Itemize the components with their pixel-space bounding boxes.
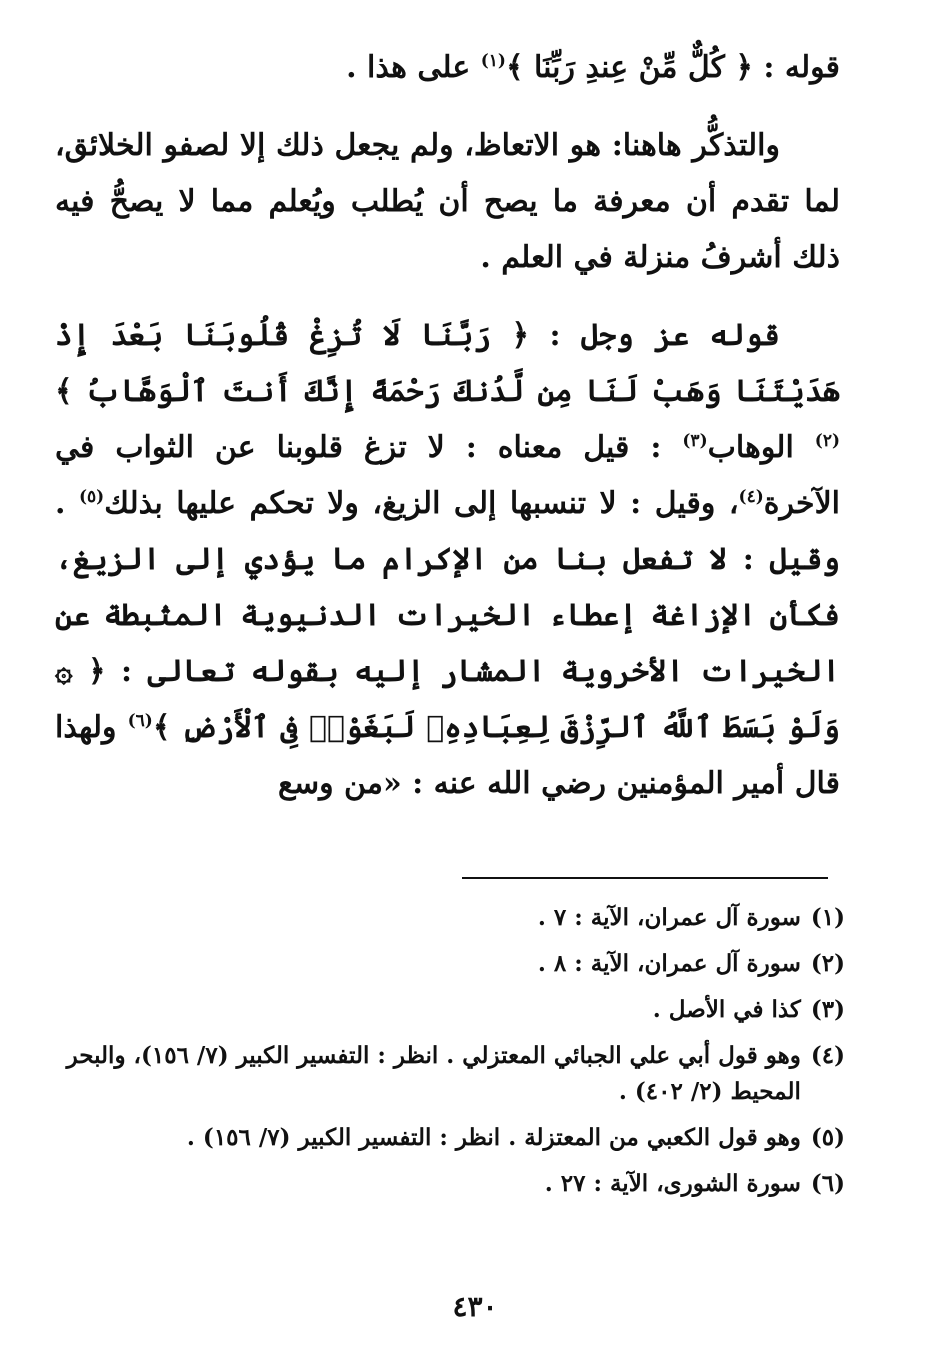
footnote-number: (٤) bbox=[810, 1042, 845, 1069]
footnote-text: سورة آل عمران، الآية : ٧ . bbox=[537, 904, 801, 931]
text-segment: ، وقيل : لا تنسبها إلى الزيغ، ولا تحكم عليها بذلك bbox=[104, 486, 739, 521]
footnote-ref[interactable]: (٥) bbox=[78, 487, 105, 507]
quran-verse: ﴿ رَبَّنَا لَا تُزِغْ قُلُوبَنَا بَعْدَ إِذْ هَدَيْتَنَا وَهَبْ لَنَا مِن لَّدُنكَ رَحْمَةً إِنَّكَ أَنتَ ٱلْوَهَّابُ ﴾ bbox=[55, 318, 840, 409]
footnote-ref[interactable]: (٦) bbox=[127, 711, 153, 731]
main-text bbox=[55, 40, 840, 812]
paragraph-2: والتذكُّر هاهنا: هو الاتعاظ، ولم يجعل ذلك إلا لصفو الخلائق، لما تقدم أن معرفة ما يصح أن يُطلب ويُعلم مما لا يصحُّ فيه ذلك أشرفُ منزلة في العلم . bbox=[55, 128, 840, 275]
footnote-text: وهو قول أبي علي الجبائي المعتزلي . انظر : التفسير الكبير (٧/ ١٥٦)، والبحر المحيط (٢/ ٤٠٢) . bbox=[66, 1042, 801, 1105]
text-segment: . وقيل : لا تفعل بنا من الإكرام ما يؤدي إلى الزيغ، فكأن الإزاغة إعطاء الخيرات الدنيوية المثبطة عن الخيرات الأخروية المشار إليه بقوله تعالى : bbox=[55, 486, 841, 689]
paragraph-3 bbox=[55, 308, 840, 812]
footnote bbox=[55, 1120, 845, 1156]
footnote-number: (٦) bbox=[810, 1170, 845, 1197]
paragraph-1 bbox=[55, 40, 840, 96]
text-segment: الوهاب bbox=[707, 430, 815, 465]
quran-verse: ﴿ كُلٌّ مِّنْ عِندِ رَبِّنَا ﴾ bbox=[505, 50, 753, 85]
footnote bbox=[55, 1166, 845, 1202]
text-segment: على هذا . bbox=[346, 50, 481, 85]
footnote-ref[interactable]: (١) bbox=[480, 51, 506, 71]
footnote-text: سورة آل عمران، الآية : ٨ . bbox=[537, 950, 801, 977]
footnote bbox=[55, 1038, 845, 1110]
footnote-text: سورة الشورى، الآية : ٢٧ . bbox=[544, 1170, 801, 1197]
footnote bbox=[55, 992, 845, 1028]
footnote-ref[interactable]: (٤) bbox=[738, 487, 764, 507]
footnote-number: (٢) bbox=[810, 950, 845, 977]
text-segment: قوله عز وجل : bbox=[529, 318, 780, 353]
footnote-text: وهو قول الكعبي من المعتزلة . انظر : التفسير الكبير (٧/ ١٥٦) . bbox=[186, 1124, 801, 1151]
text-segment: قوله : bbox=[752, 50, 840, 85]
footnote-divider bbox=[462, 877, 828, 879]
page-number: ٤٣٠ bbox=[452, 1290, 498, 1323]
footnote bbox=[55, 900, 845, 936]
quran-verse: ﴿ ۞ وَلَوْ بَسَطَ ٱللَّهُ ٱلرِّزْقَ لِعِبَادِهِۦ لَبَغَوْا۟ فِى ٱلْأَرْضِ ﴾ bbox=[55, 654, 840, 745]
footnote-number: (٥) bbox=[810, 1124, 845, 1151]
footnote-number: (١) bbox=[810, 904, 845, 931]
text-segment: : قيل معناه : لا تزغ قلوبنا عن الثواب في الآخرة bbox=[55, 430, 841, 521]
footnotes bbox=[55, 900, 845, 1212]
footnote bbox=[55, 946, 845, 982]
footnote-ref[interactable]: (٢) bbox=[814, 431, 840, 451]
footnote-text: كذا في الأصل . bbox=[652, 996, 801, 1023]
footnote-number: (٣) bbox=[810, 996, 845, 1023]
footnote-ref[interactable]: (٣) bbox=[682, 431, 708, 451]
text-segment: ولهذا قال أمير المؤمنين رضي الله عنه : «من وسع bbox=[55, 710, 840, 801]
